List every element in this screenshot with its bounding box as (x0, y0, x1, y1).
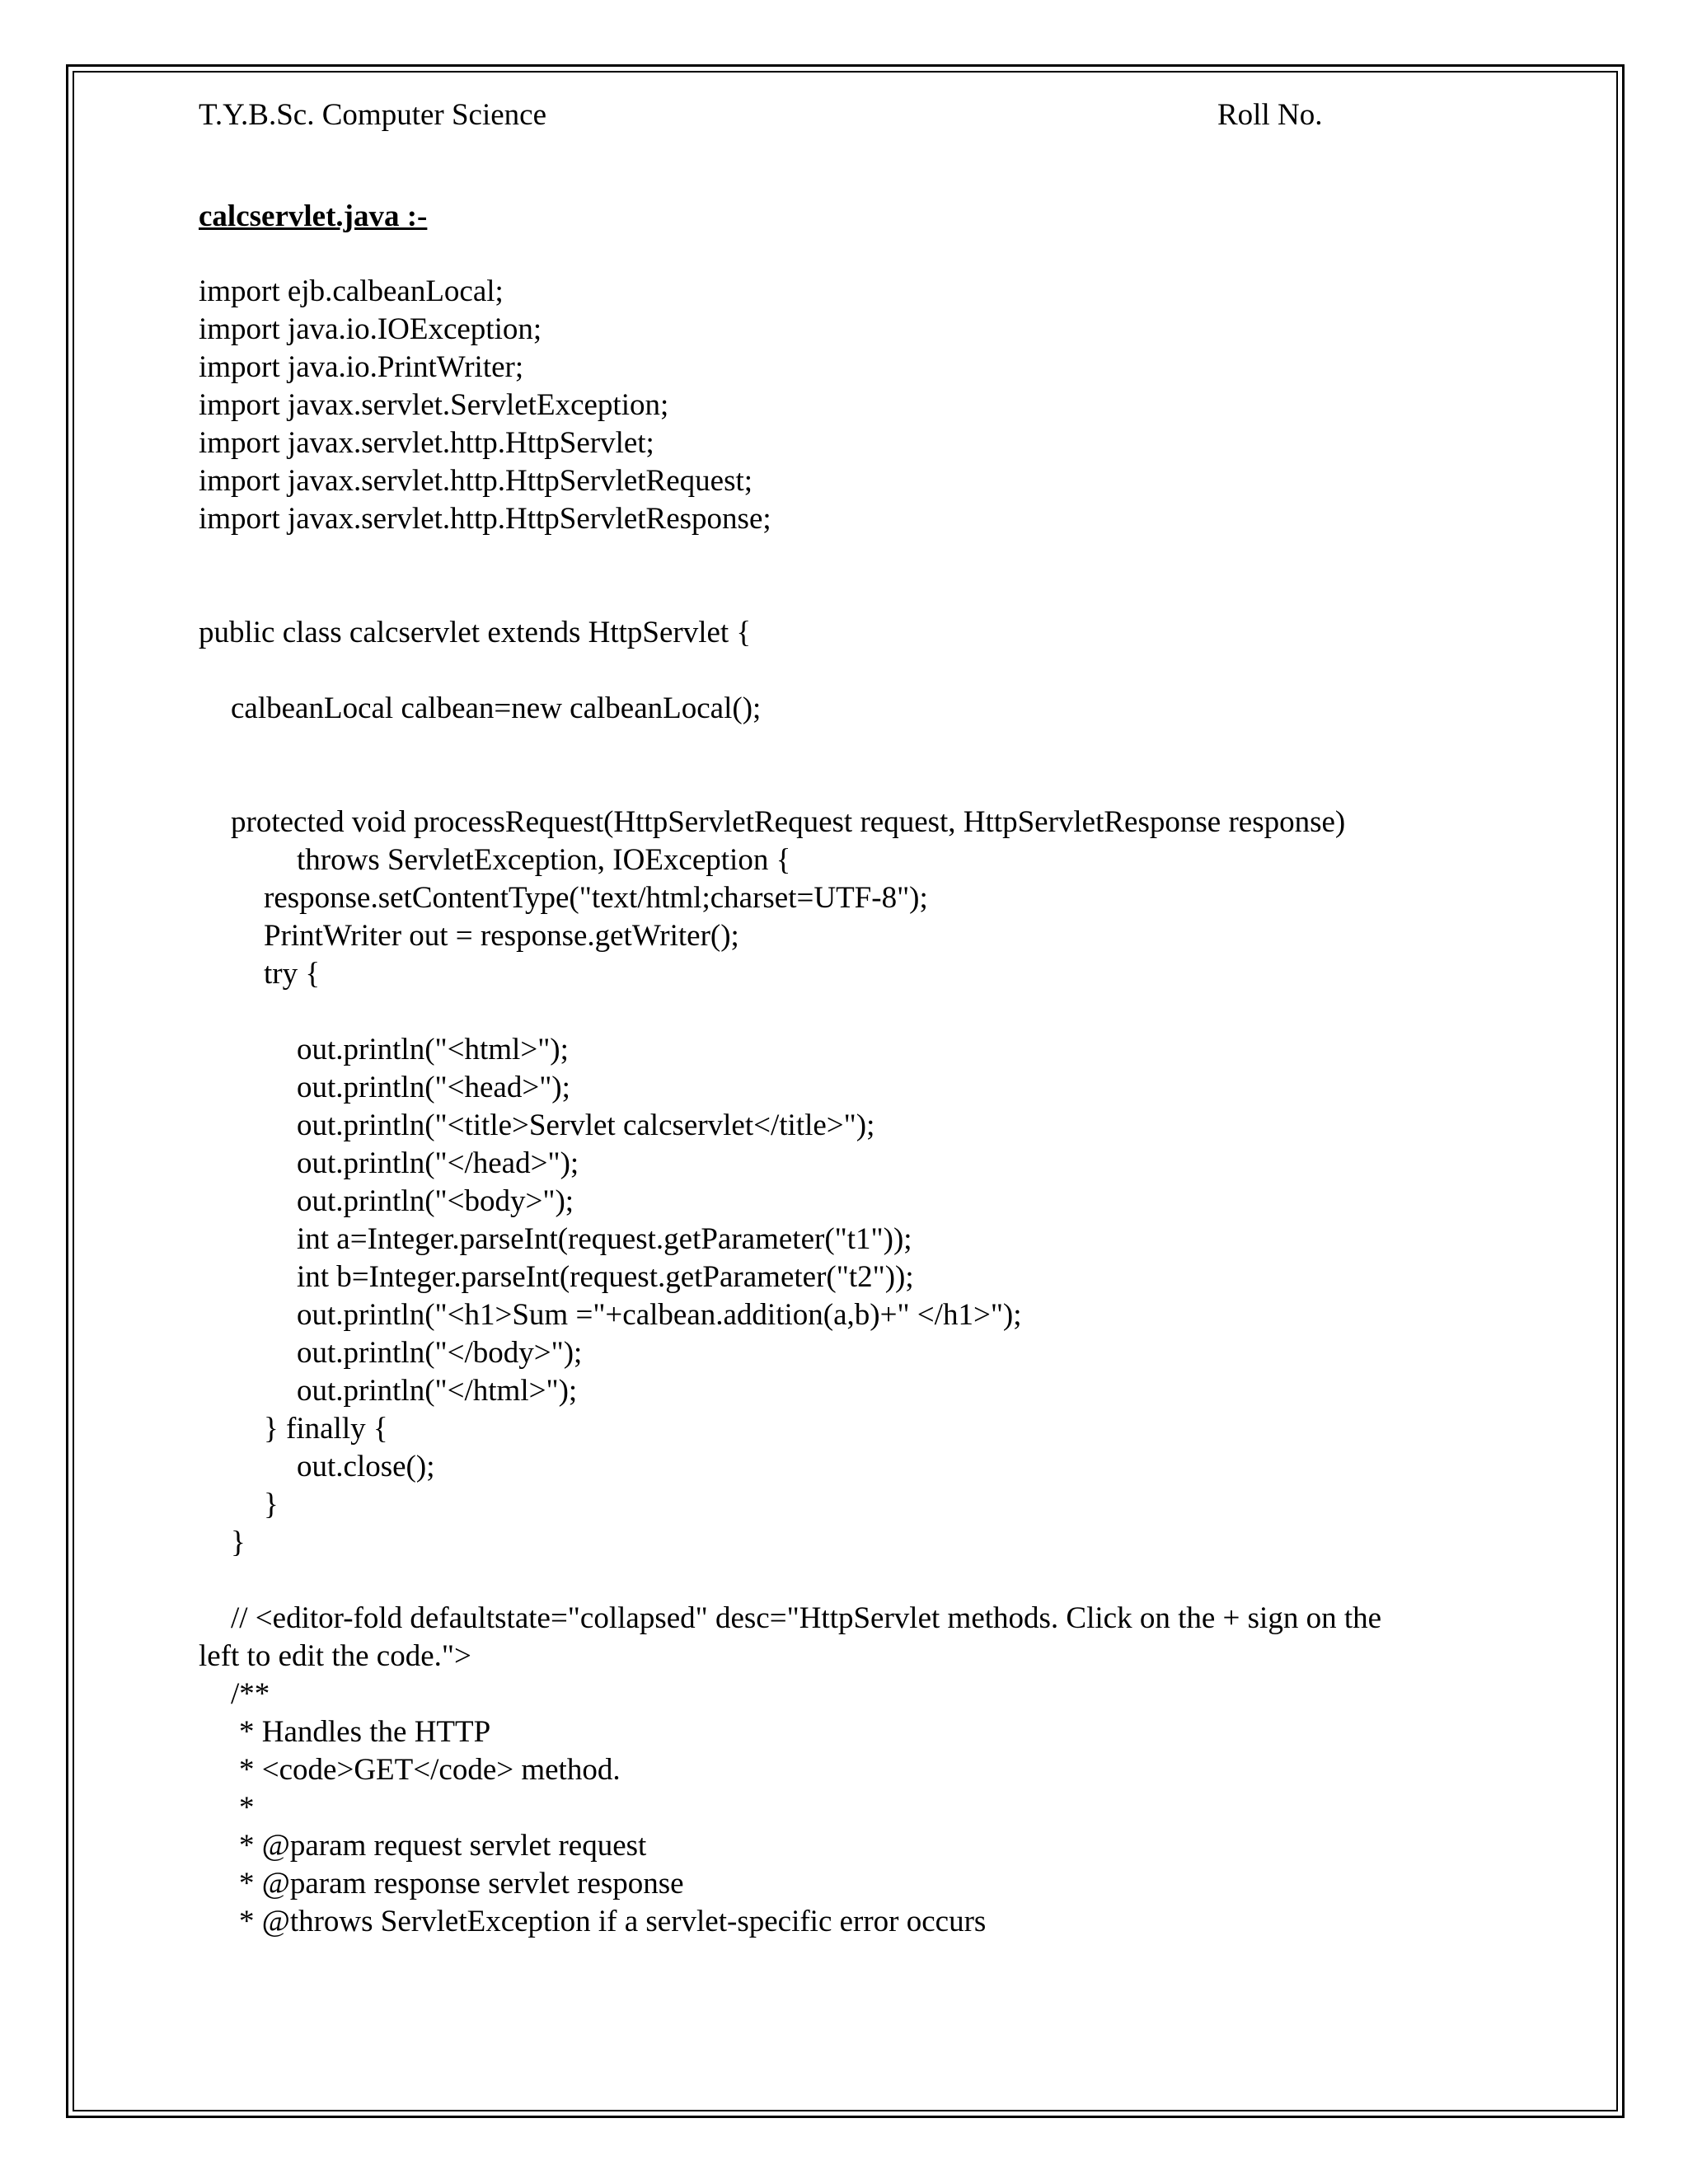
code-line: out.close(); (297, 1450, 435, 1483)
code-line: calbeanLocal calbean=new calbeanLocal(); (231, 691, 762, 725)
code-line: } finally { (264, 1412, 388, 1446)
code-line: /** (231, 1677, 270, 1711)
roll-number-label: Roll No. (1217, 98, 1323, 132)
code-line: import java.io.PrintWriter; (199, 350, 524, 384)
code-line: out.println("</body>"); (297, 1336, 583, 1370)
code-line: out.println("</head>"); (297, 1146, 579, 1180)
code-line: out.println("<body>"); (297, 1184, 574, 1218)
code-line: * <code>GET</code> method. (239, 1753, 621, 1787)
code-line: * @throws ServletException if a servlet-specific error occurs (239, 1905, 987, 1938)
code-line: left to edit the code."> (199, 1639, 471, 1673)
code-line: import javax.servlet.http.HttpServlet; (199, 426, 654, 460)
code-line: int a=Integer.parseInt(request.getParameter("t1")); (297, 1222, 912, 1256)
code-line: } (231, 1526, 246, 1559)
code-line: public class calcservlet extends HttpServlet { (199, 616, 752, 649)
code-line: out.println("<html>"); (297, 1033, 569, 1066)
code-line: // <editor-fold defaultstate="collapsed" desc="HttpServlet methods. Click on the + sign on the (231, 1601, 1382, 1635)
code-line: import javax.servlet.http.HttpServletResponse; (199, 502, 771, 536)
code-line: import javax.servlet.ServletException; (199, 388, 669, 422)
code-line: * @param response servlet response (239, 1867, 684, 1900)
code-line: out.println("</html>"); (297, 1374, 578, 1408)
code-line: PrintWriter out = response.getWriter(); (264, 919, 739, 953)
code-line: try { (264, 957, 321, 991)
code-line: import java.io.IOException; (199, 312, 542, 346)
code-line: out.println("<h1>Sum ="+calbean.addition(a,b)+" </h1>"); (297, 1298, 1022, 1332)
code-line: int b=Integer.parseInt(request.getParameter("t2")); (297, 1260, 914, 1294)
code-line: } (264, 1488, 279, 1521)
course-header: T.Y.B.Sc. Computer Science (199, 98, 547, 132)
code-line: import ejb.calbeanLocal; (199, 274, 504, 308)
file-title: calcservlet.java :- (199, 199, 428, 233)
code-line: * @param request servlet request (239, 1829, 647, 1863)
code-line: * (239, 1791, 255, 1825)
code-line: import javax.servlet.http.HttpServletRequest; (199, 464, 753, 498)
code-line: out.println("<title>Servlet calcservlet</title>"); (297, 1108, 875, 1142)
code-line: out.println("<head>"); (297, 1071, 570, 1104)
code-line: * Handles the HTTP (239, 1715, 491, 1749)
code-line: protected void processRequest(HttpServletRequest request, HttpServletResponse response) (231, 805, 1346, 839)
code-line: throws ServletException, IOException { (297, 843, 791, 877)
code-line: response.setContentType("text/html;charset=UTF-8"); (264, 881, 928, 915)
